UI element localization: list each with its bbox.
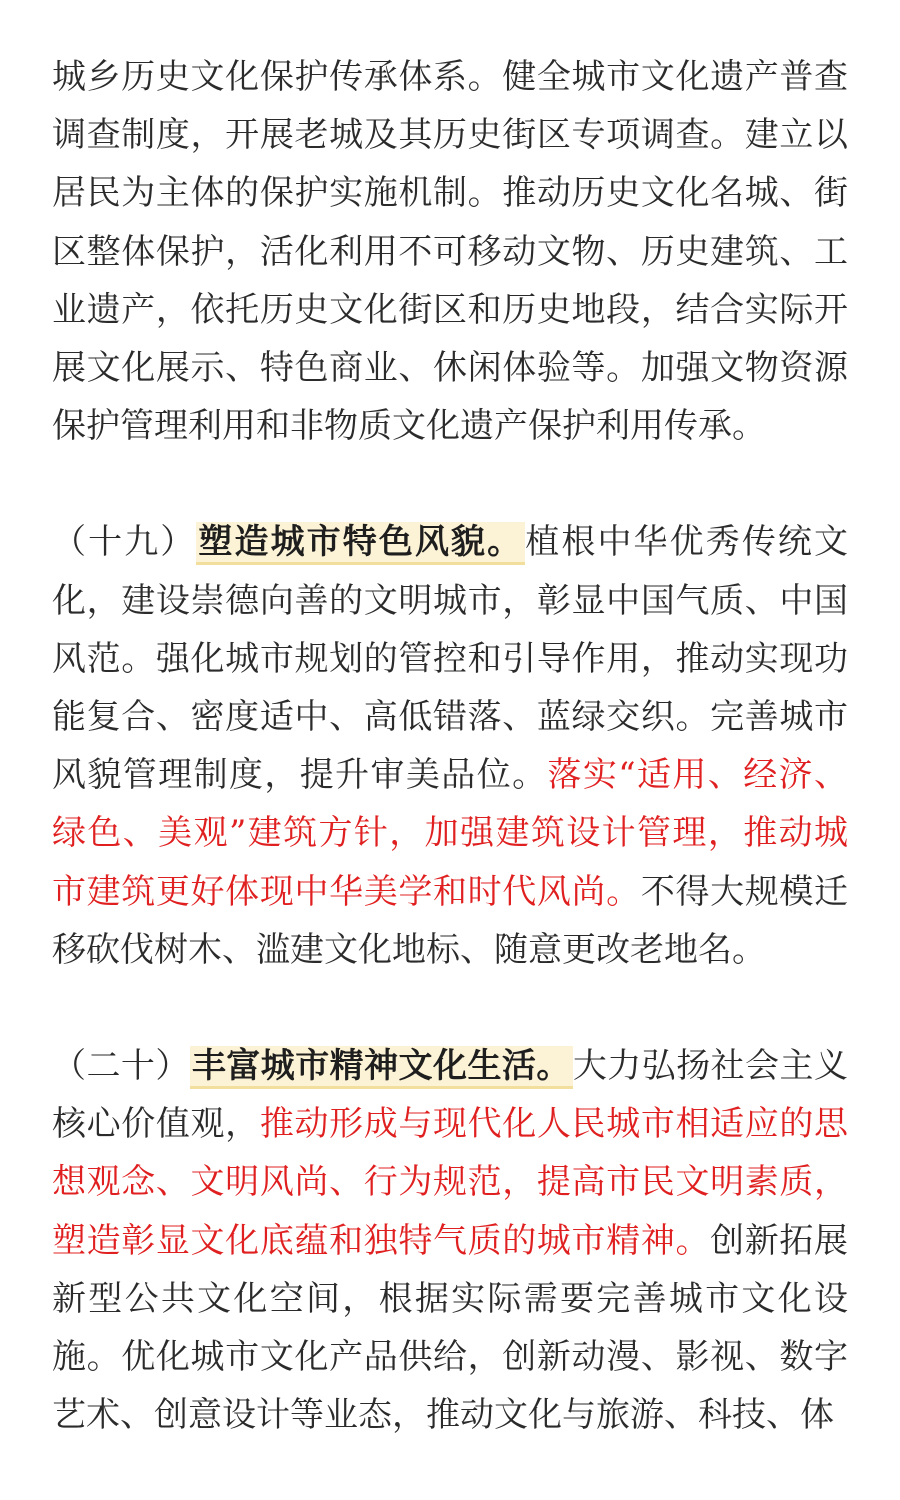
section-heading-highlight: 丰富城市精神文化生活。 [190,1046,573,1089]
section-number: （十九） [52,522,197,563]
paragraph-text: 大力弘扬社会主义核心价值观， [52,1046,849,1145]
emphasized-text: 落实“适用、经济、绿色、美观”建筑方针，加强建筑设计管理，推动城市建筑更好体现中华美学和时代风尚。 [52,755,848,912]
section-number: （二十） [52,1046,190,1087]
paragraph-text: 不得大规模迁移砍伐树木、滥建文化地标、随意更改老地名。 [52,871,849,970]
paragraph-20-cultural-life [52,1037,848,1444]
paragraph-text: 植根中华优秀传统文化，建设崇德向善的文明城市，彰显中国气质、中国风范。强化城市规划的管控和引导作用，推动实现功能复合、密度适中、高低错落、蓝绿交织。完善城市风貌管理制度，提升审美品位。 [52,522,849,796]
paragraph-historic-protection [52,48,848,455]
section-heading-highlight: 塑造城市特色风貌。 [196,522,525,565]
paragraph-text: 城乡历史文化保护传承体系。健全城市文化遗产普查调查制度，开展老城及其历史街区专项调查。建立以居民为主体的保护实施机制。推动历史文化名城、街区整体保护，活化利用不可移动文物、历史建筑、工业遗产，依托历史文化街区和历史地段，结合实际开展文化展示、特色商业、休闲体验等。加强文物资源保护管理利用和非物质文化遗产保护利用传承。 [52,57,848,447]
paragraph-text: 创新拓展新型公共文化空间，根据实际需要完善城市文化设施。优化城市文化产品供给，创新动漫、影视、数字艺术、创意设计等业态，推动文化与旅游、科技、体 [52,1220,849,1436]
paragraph-19-city-features [52,513,848,979]
emphasized-text: 推动形成与现代化人民城市相适应的思想观念、文明风尚、行为规范，提高市民文明素质，塑造彰显文化底蕴和独特气质的城市精神。 [52,1104,849,1261]
